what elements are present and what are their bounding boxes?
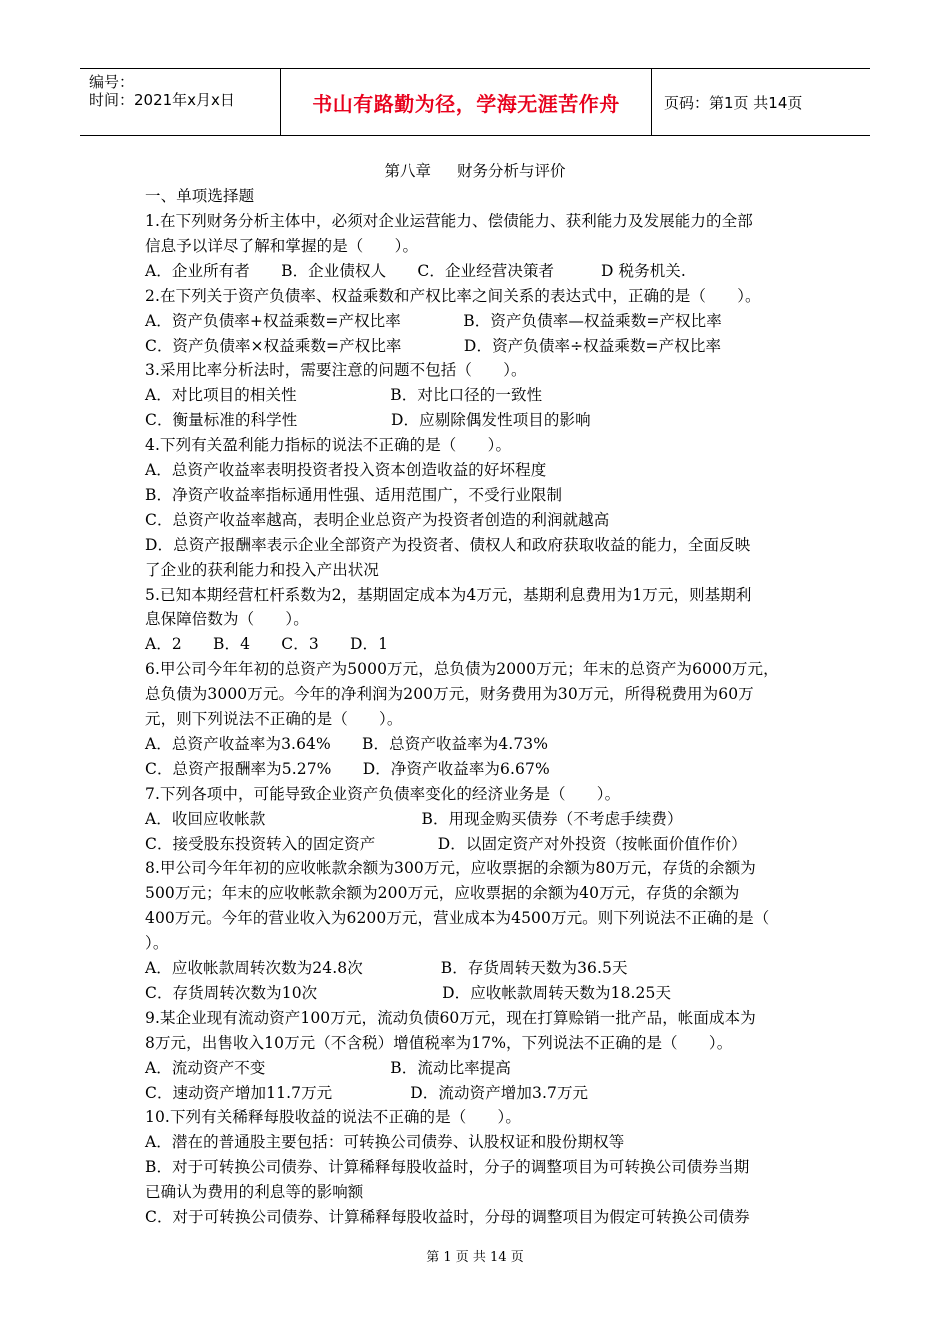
- page-info: 页码：第1页 共14页: [664, 93, 803, 112]
- date-label: 时间：2021年x月x日: [89, 91, 235, 109]
- header-page-cell: [652, 69, 870, 135]
- text-line: A．对比项目的相关性 B．对比口径的一致性: [145, 386, 543, 405]
- text-line: 5.已知本期经营杠杆系数为2，基期固定成本为4万元，基期利息费用为1万元，则基期利: [145, 585, 752, 604]
- text-line: 1.在下列财务分析主体中，必须对企业运营能力、偿债能力、获利能力及发展能力的全部: [145, 212, 753, 230]
- text-line: 信息予以详尽了解和掌握的是（ ）。: [145, 236, 419, 255]
- text-line: 已确认为费用的利息等的影响额: [145, 1183, 364, 1202]
- chapter-number: 第八章: [384, 162, 431, 180]
- text-line: A．企业所有者 B．企业债权人 C．企业经营决策者 D 税务机关.: [145, 261, 686, 280]
- chapter-name: 财务分析与评价: [457, 162, 566, 180]
- motto-text: 书山有路勤为径，学海无涯苦作舟: [312, 91, 620, 116]
- text-line: C．衡量标准的科学性 D．应剔除偶发性项目的影响: [145, 411, 591, 430]
- text-line: C．存货周转次数为10次 D．应收帐款周转天数为18.25天: [145, 983, 672, 1002]
- text-line: ）。: [145, 934, 169, 953]
- text-line: 8.甲公司今年年初的应收帐款余额为300万元，应收票据的余额为80万元，存货的余额为: [145, 859, 756, 878]
- text-line: 了企业的获利能力和投入产出状况: [145, 560, 380, 579]
- header-meta: [80, 69, 280, 135]
- section-heading: 一、单项选择题: [145, 187, 255, 205]
- text-line: 4.下列有关盈利能力指标的说法不正确的是（ ）。: [145, 436, 512, 455]
- text-line: A．总资产收益率表明投资者投入资本创造收益的好坏程度: [145, 461, 547, 479]
- text-line: A．资产负债率+权益乘数=产权比率 B．资产负债率—权益乘数=产权比率: [145, 311, 722, 330]
- text-line: A．2 B．4 C．3 D．1: [145, 635, 389, 654]
- header-motto-cell: [280, 69, 652, 135]
- text-line: A．总资产收益率为3.64% B．总资产收益率为4.73%: [145, 734, 549, 753]
- text-line: 6.甲公司今年年初的总资产为5000万元，总负债为2000万元；年末的总资产为6000万元，: [145, 660, 779, 679]
- text-line: 10.下列有关稀释每股收益的说法不正确的是（ ）。: [145, 1108, 522, 1127]
- text-line: A．收回应收帐款 B．用现金购买债券（不考虑手续费）: [145, 809, 683, 828]
- text-line: C．总资产收益率越高，表明企业总资产为投资者创造的利润就越高: [145, 510, 610, 529]
- chapter-title: [0, 161, 950, 181]
- text-line: 总负债为3000万元。今年的净利润为200万元，财务费用为30万元，所得税费用为60万: [145, 685, 754, 704]
- text-line: C．总资产报酬率为5.27% D．净资产收益率为6.67%: [145, 759, 550, 778]
- text-line: 元，则下列说法不正确的是（ ）。: [145, 710, 403, 728]
- text-line: A．流动资产不变 B．流动比率提高: [145, 1058, 511, 1077]
- text-line: A．潜在的普通股主要包括：可转换公司债券、认股权证和股份期权等: [145, 1133, 625, 1152]
- page-footer: 第 1 页 共 14 页: [426, 1250, 524, 1265]
- text-line: A．应收帐款周转次数为24.8次 B．存货周转天数为36.5天: [145, 959, 628, 977]
- text-line: B．对于可转换公司债券、计算稀释每股收益时，分子的调整项目为可转换公司债券当期: [145, 1158, 750, 1177]
- text-line: 9.某企业现有流动资产100万元，流动负债60万元，现在打算赊销一批产品，帐面成本为: [145, 1008, 756, 1027]
- text-line: 2.在下列关于资产负债率、权益乘数和产权比率之间关系的表达式中，正确的是（ ）。: [145, 286, 761, 305]
- text-line: 8万元，出售收入10万元（不含税）增值税率为17%，下列说法不正确的是（ ）。: [145, 1033, 733, 1052]
- text-line: 7.下列各项中，可能导致企业资产负债率变化的经济业务是（ ）。: [145, 784, 621, 803]
- page-header: [80, 68, 870, 136]
- text-line: 500万元；年末的应收帐款余额为200万元，应收票据的余额为40万元，存货的余额为: [145, 884, 740, 903]
- text-line: C．资产负债率×权益乘数=产权比率 D．资产负债率÷权益乘数=产权比率: [145, 336, 722, 355]
- number-label: 编号：: [89, 73, 135, 91]
- text-line: B．净资产收益率指标通用性强、适用范围广，不受行业限制: [145, 485, 563, 504]
- text-line: C．速动资产增加11.7万元 D．流动资产增加3.7万元: [145, 1083, 589, 1102]
- text-line: C．对于可转换公司债券、计算稀释每股收益时，分母的调整项目为假定可转换公司债券: [145, 1208, 750, 1226]
- text-line: D．总资产报酬率表示企业全部资产为投资者、债权人和政府获取收益的能力，全面反映: [145, 535, 751, 554]
- text-line: 400万元。今年的营业收入为6200万元，营业成本为4500万元。则下列说法不正确的是（: [145, 909, 770, 928]
- text-line: C．接受股东投资转入的固定资产 D．以固定资产对外投资（按帐面价值作价）: [145, 834, 747, 853]
- text-line: 息保障倍数为（ ）。: [145, 610, 309, 629]
- text-line: 3.采用比率分析法时，需要注意的问题不包括（ ）。: [145, 361, 527, 380]
